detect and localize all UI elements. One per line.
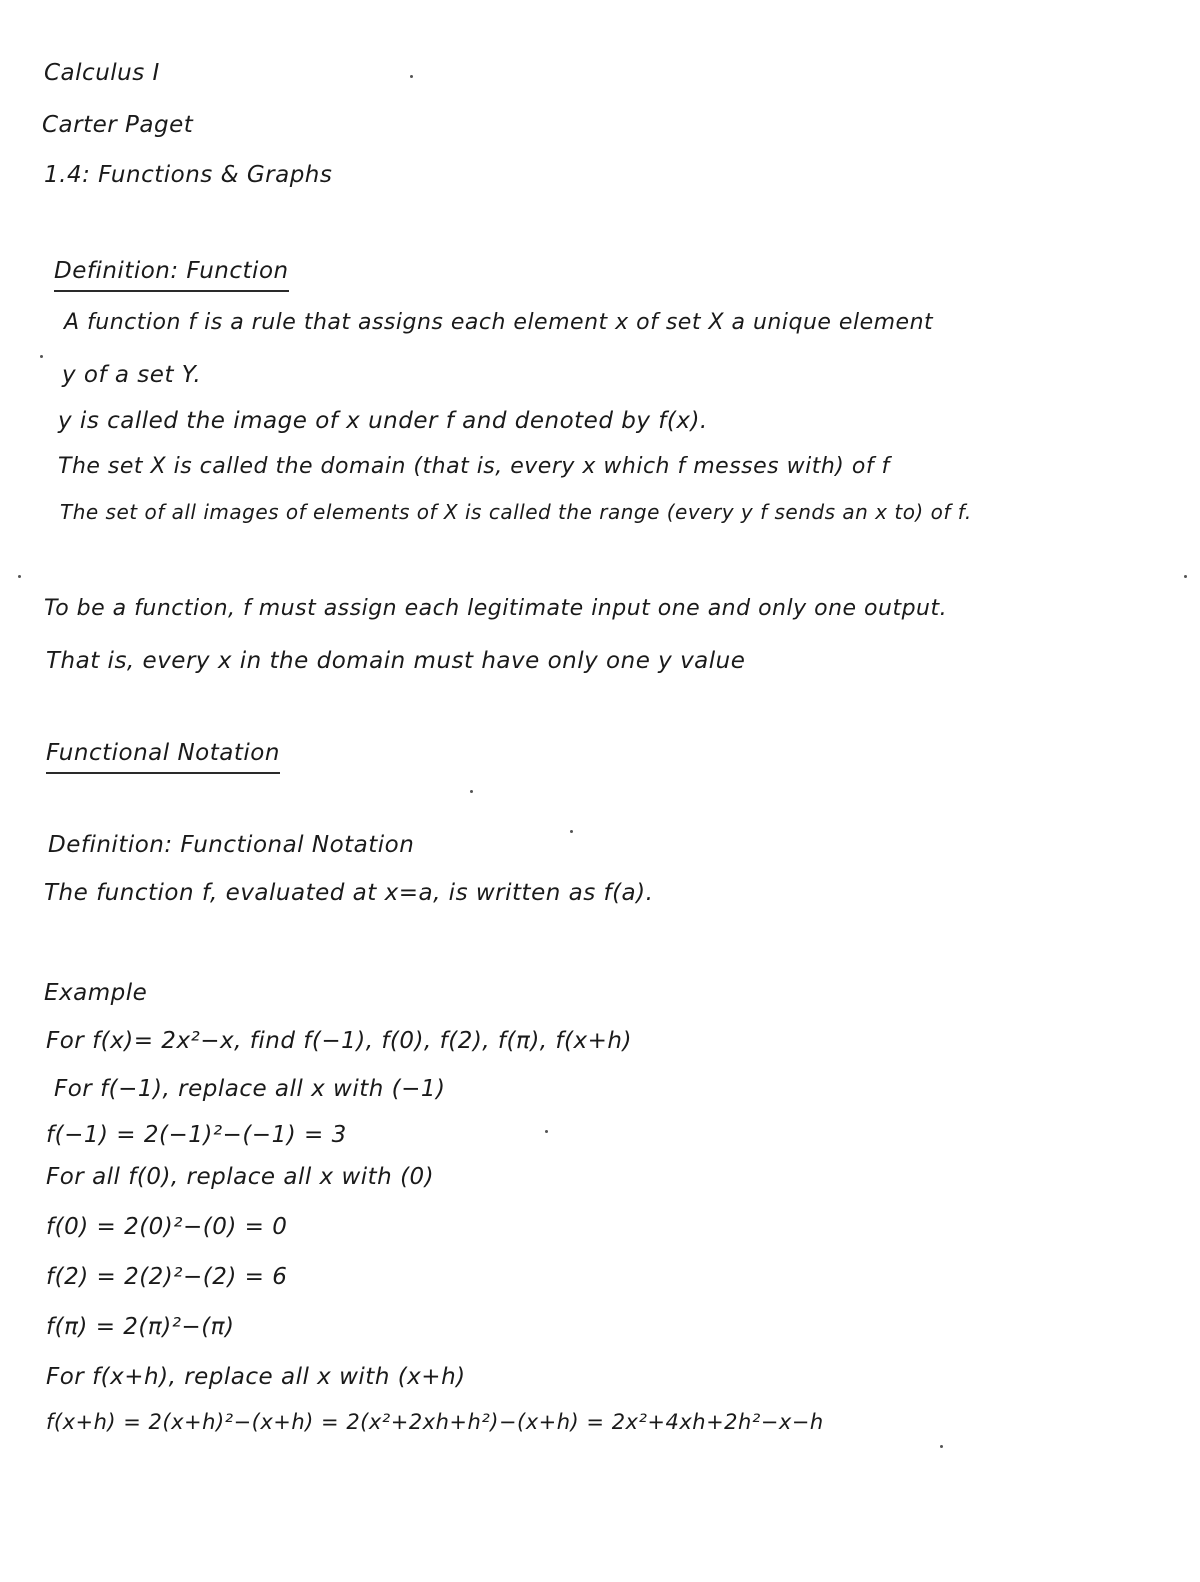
course-title: Calculus I (44, 60, 160, 86)
example-line: For f(−1), replace all x with (−1) (54, 1076, 446, 1102)
functional-notation-heading: Functional Notation (46, 740, 280, 774)
scan-speck (470, 790, 473, 793)
function-rule-line: To be a function, f must assign each legitimate input one and only one output. (44, 596, 948, 621)
scan-speck (570, 830, 573, 833)
example-line: For f(x)= 2x²−x, find f(−1), f(0), f(2), f(π), f(x+h) (46, 1028, 632, 1054)
definition-function-line: A function f is a rule that assigns each element x of set X a unique element (64, 310, 934, 335)
definition-function-line: The set of all images of elements of X is called the range (every y f sends an x to) of f. (60, 500, 972, 524)
example-line: f(π) = 2(π)²−(π) (46, 1314, 235, 1340)
example-heading: Example (44, 980, 148, 1006)
definition-function-heading: Definition: Function (54, 258, 289, 292)
scan-speck (1184, 575, 1187, 578)
scan-speck (18, 575, 21, 578)
example-line: f(−1) = 2(−1)²−(−1) = 3 (46, 1122, 347, 1148)
author-name: Carter Paget (42, 112, 194, 138)
scan-speck (940, 1445, 943, 1448)
scan-speck (410, 75, 413, 78)
example-line: f(0) = 2(0)²−(0) = 0 (46, 1214, 288, 1240)
definition-function-line: y is called the image of x under f and denoted by f(x). (58, 408, 708, 434)
scan-speck (545, 1130, 548, 1133)
section-title: 1.4: Functions & Graphs (44, 162, 333, 188)
definition-function-line: y of a set Y. (62, 362, 202, 388)
definition-notation-heading: Definition: Functional Notation (48, 832, 415, 858)
example-line: For f(x+h), replace all x with (x+h) (46, 1364, 466, 1390)
scan-speck (40, 355, 43, 358)
example-line: f(2) = 2(2)²−(2) = 6 (46, 1264, 288, 1290)
definition-function-line: The set X is called the domain (that is, every x which f messes with) of f (58, 454, 890, 479)
definition-notation-text: The function f, evaluated at x=a, is written as f(a). (44, 880, 654, 906)
example-line: For all f(0), replace all x with (0) (46, 1164, 435, 1190)
example-line: f(x+h) = 2(x+h)²−(x+h) = 2(x²+2xh+h²)−(x+h) = 2x²+4xh+2h²−x−h (46, 1410, 824, 1434)
function-rule-line: That is, every x in the domain must have only one y value (46, 648, 746, 674)
